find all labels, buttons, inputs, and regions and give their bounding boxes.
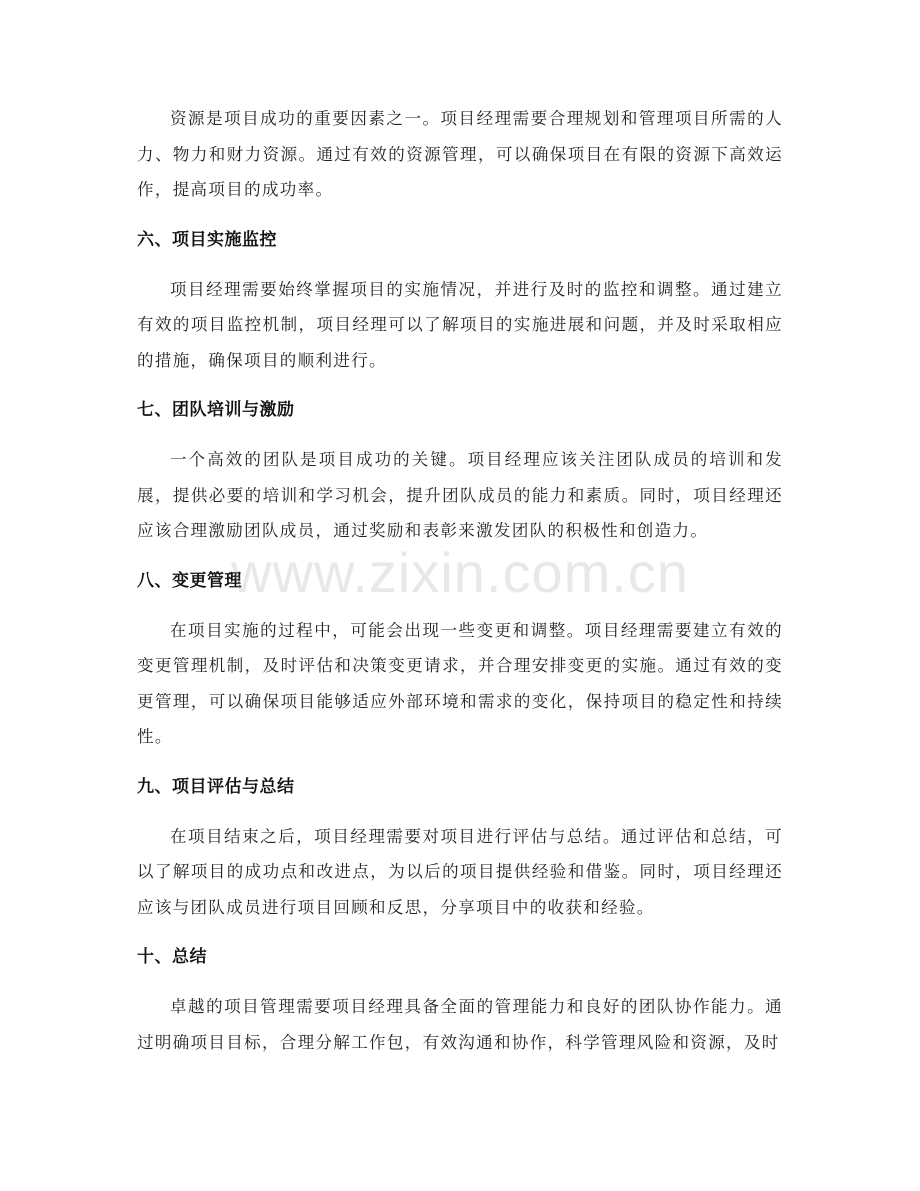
section-body-9: 在项目结束之后，项目经理需要对项目进行评估与总结。通过评估和总结，可以了解项目的成功点和改进点，为以后的项目提供经验和借鉴。同时，项目经理还应该与团队成员进行项目回顾和反思，分享项目中的收获和经验。: [137, 826, 783, 917]
section-heading-9: 九、项目评估与总结: [137, 776, 295, 797]
section-heading-10: 十、总结: [137, 947, 207, 967]
section-body-7: 一个高效的团队是项目成功的关键。项目经理应该关注团队成员的培训和发展，提供必要的培训和学习机会，提升团队成员的能力和素质。同时，项目经理还应该合理激励团队成员，通过奖励和表彰来激发团队的积极性和创造力。: [137, 450, 783, 540]
section-heading-8: 八、变更管理: [137, 570, 242, 591]
section-body-6: 项目经理需要始终掌握项目的实施情况，并进行及时的监控和调整。通过建立有效的项目监控机制，项目经理可以了解项目的实施进展和问题，并及时采取相应的措施，确保项目的顺利进行。: [137, 279, 783, 370]
section-body-8: 在项目实施的过程中，可能会出现一些变更和调整。项目经理需要建立有效的变更管理机制，及时评估和决策变更请求，并合理安排变更的实施。通过有效的变更管理，可以确保项目能够适应外部环境和需求的变化，保持项目的稳定性和持续性。: [137, 620, 783, 746]
intro-paragraph: 资源是项目成功的重要因素之一。项目经理需要合理规划和管理项目所需的人力、物力和财力资源。通过有效的资源管理，可以确保项目在有限的资源下高效运作，提高项目的成功率。: [137, 109, 783, 199]
watermark: www.zixin.com.cn: [231, 541, 689, 604]
section-heading-6: 六、项目实施监控: [137, 229, 277, 250]
document-page: [137, 101, 783, 1060]
section-heading-7: 七、团队培训与激励: [137, 400, 295, 420]
section-body-10: 卓越的项目管理需要项目经理具备全面的管理能力和良好的团队协作能力。通过明确项目目标，合理分解工作包，有效沟通和协作，科学管理风险和资源，及时: [137, 997, 783, 1052]
